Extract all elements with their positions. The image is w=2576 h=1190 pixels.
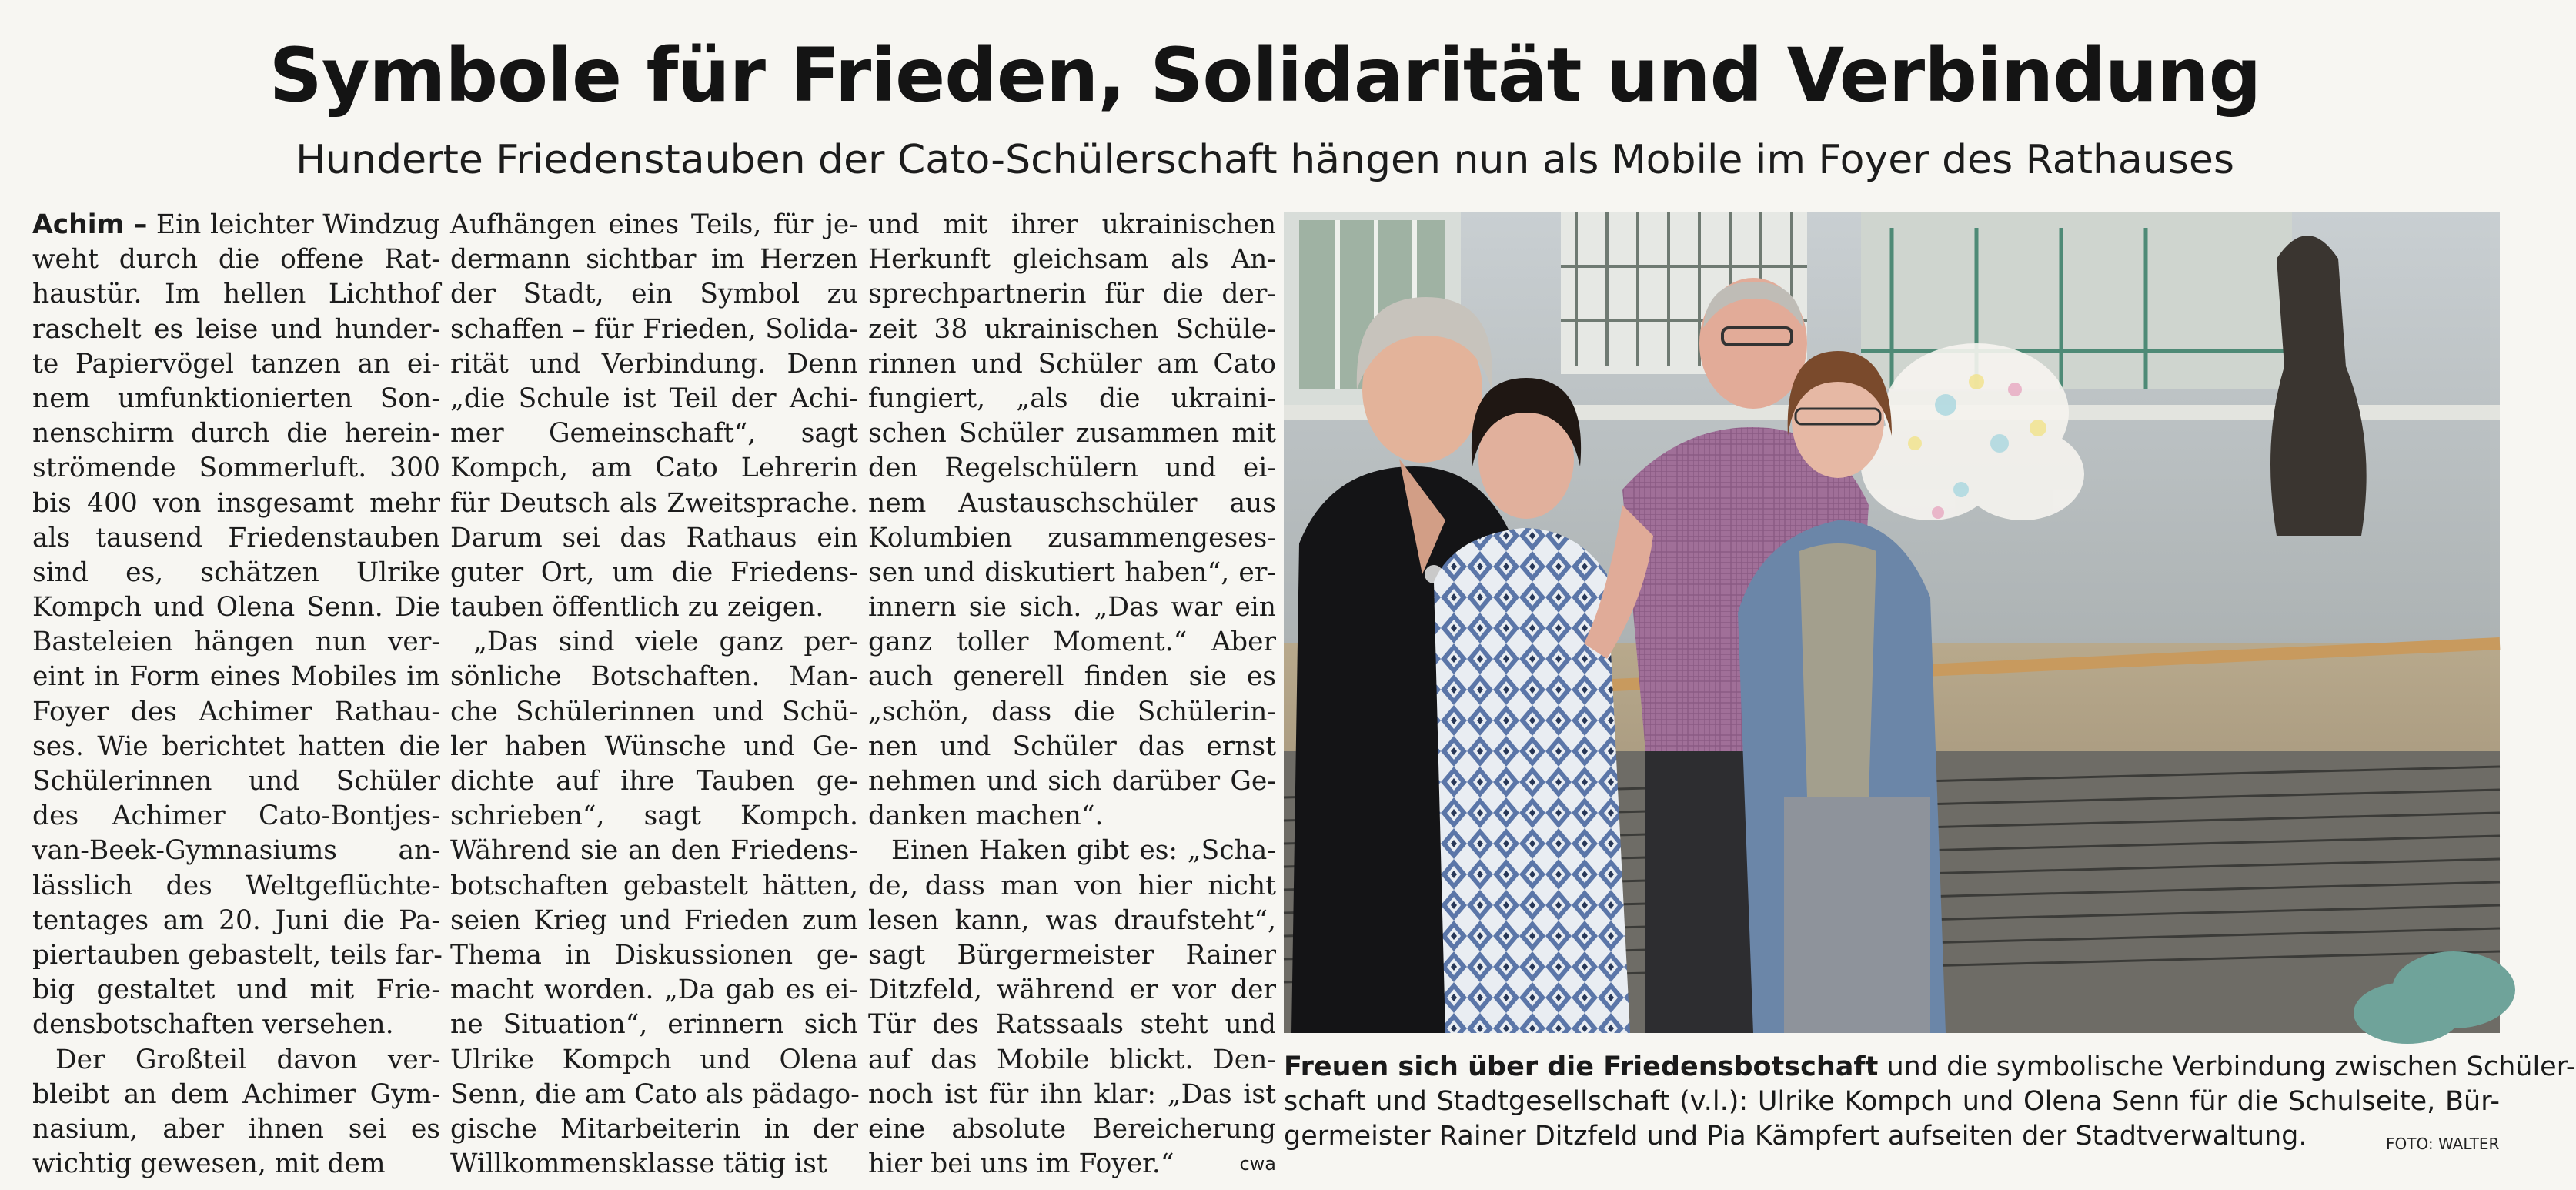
photo-caption — [1284, 1050, 2576, 1154]
article-line: rinnen und Schüler am Cato — [868, 348, 1276, 379]
article-line: schrieben“, sagt Kompch. — [450, 801, 858, 832]
article-line-text: Ein leichter Windzug — [147, 209, 440, 240]
article-line: Kompch und Olena Senn. Die — [32, 592, 440, 623]
article-line: macht worden. „Da gab es ei- — [450, 974, 858, 1006]
article-line: rität und Verbindung. Denn — [450, 348, 858, 379]
article-line: ses. Wie berichtet hatten die — [32, 730, 440, 762]
article-line: big gestaltet und mit Frie- — [32, 974, 440, 1006]
article-line: bleibt an dem Achimer Gym- — [32, 1078, 440, 1110]
article-line: strömende Sommerluft. 300 — [32, 453, 440, 484]
article-line: zeit 38 ukrainischen Schüle- — [868, 313, 1276, 345]
article-line-text: hier bei uns im Foyer.“ — [868, 1148, 1174, 1180]
author-signature: cwa — [1239, 1153, 1276, 1175]
article-line: haustür. Im hellen Lichthof — [32, 279, 440, 310]
article-line: schaffen – für Frieden, Solida- — [450, 313, 858, 345]
caption-line-3: germeister Rainer Ditzfeld und Pia Kämpfert aufseiten der Stadtverwaltung. — [1284, 1121, 2307, 1152]
article-line: Darum sei das Rathaus ein — [450, 522, 858, 553]
article-line: sprechpartnerin für die der- — [868, 279, 1276, 310]
article-line: mer Gemeinschaft“, sagt — [450, 418, 858, 450]
article-line: te Papiervögel tanzen an ei- — [32, 348, 440, 379]
article-line: Ulrike Kompch und Olena — [450, 1044, 858, 1075]
article-line: innern sie sich. „Das war ein — [868, 592, 1276, 623]
article-line: „die Schule ist Teil der Achi- — [450, 383, 858, 414]
article-line: auf das Mobile blickt. Den- — [868, 1044, 1276, 1075]
caption-line-2: schaft und Stadtgesellschaft (v.l.): Ulrike Kompch und Olena Senn für die Schulseite, Bür- — [1284, 1086, 2500, 1117]
article-line: sind es, schätzen Ulrike — [32, 557, 440, 588]
article-line: sen und diskutiert haben“, er- — [868, 557, 1276, 588]
article-line: Einen Haken gibt es: „Scha- — [891, 835, 1276, 867]
article-line: sagt Bürgermeister Rainer — [868, 939, 1276, 971]
caption-line-1: und die symbolische Verbindung zwischen Schüler- — [1878, 1051, 2576, 1082]
article-column-2 — [450, 208, 858, 1182]
article-line: der Stadt, ein Symbol zu — [450, 279, 858, 310]
article-line: eine absolute Bereicherung — [868, 1113, 1276, 1145]
article-line: nasium, aber ihnen sei es — [32, 1113, 440, 1145]
article-column-3 — [868, 208, 1276, 1182]
article-line: tentages am 20. Juni die Pa- — [32, 904, 440, 936]
article-line: bis 400 von insgesamt mehr — [32, 487, 440, 519]
article-line: gische Mitarbeiterin in der — [450, 1113, 858, 1145]
article-line: Herkunft gleichsam als An- — [868, 244, 1276, 276]
article-line: che Schülerinnen und Schü- — [450, 696, 858, 727]
article-line: Senn, die am Cato als pädago- — [450, 1078, 860, 1110]
article-line: den Regelschülern und ei- — [868, 453, 1276, 484]
article-line: dichte auf ihre Tauben ge- — [450, 766, 858, 797]
article-line: auch generell finden sie es — [868, 661, 1276, 693]
article-line: noch ist für ihn klar: „Das ist — [868, 1078, 1276, 1110]
article-line: „schön, dass die Schülerin- — [868, 696, 1276, 727]
article-line: lesen kann, was draufsteht“, — [868, 904, 1276, 936]
article-line: nen und Schüler das ernst — [868, 730, 1276, 762]
article-line: botschaften gebastelt hätten, — [450, 870, 858, 901]
article-line: des Achimer Cato-Bontjes- — [32, 801, 440, 832]
article-line: ler haben Wünsche und Ge- — [450, 730, 858, 762]
article-line: Kompch, am Cato Lehrerin — [450, 453, 858, 484]
article-line: für Deutsch als Zweitsprache. — [450, 487, 858, 519]
article-line: ne Situation“, erinnern sich — [450, 1009, 858, 1041]
article-line: van-Beek-Gymnasiums an- — [32, 835, 440, 867]
article-line: dermann sichtbar im Herzen — [450, 244, 858, 276]
article-line: Basteleien hängen nun ver- — [32, 627, 440, 658]
article-line: Kolumbien zusammengeses- — [868, 522, 1276, 553]
article-line: ganz toller Moment.“ Aber — [868, 627, 1276, 658]
article-line: „Das sind viele ganz per- — [473, 627, 858, 658]
article-line: nenschirm durch die herein- — [32, 418, 440, 450]
article-line: Foyer des Achimer Rathau- — [32, 696, 440, 727]
article-line: raschelt es leise und hunder- — [32, 313, 440, 345]
caption-lead: Freuen sich über die Friedensbotschaft — [1284, 1051, 1879, 1082]
article-line: Während sie an den Friedens- — [450, 835, 858, 867]
article-line: Schülerinnen und Schüler — [32, 766, 440, 797]
article-line: tauben öffentlich zu zeigen. — [450, 592, 824, 623]
article-line: weht durch die offene Rat- — [32, 244, 440, 276]
article-column-1 — [32, 208, 443, 1182]
article-line: Thema in Diskussionen ge- — [450, 939, 858, 971]
article-line: und mit ihrer ukrainischen — [868, 209, 1276, 240]
article-line: Aufhängen eines Teils, für je- — [450, 209, 858, 240]
article-line: seien Krieg und Frieden zum — [450, 904, 858, 936]
article-line: als tausend Friedenstauben — [32, 522, 440, 553]
headline: Symbole für Frieden, Solidarität und Verbindung — [269, 32, 2261, 119]
article-line: nem Austauschschüler aus — [868, 487, 1276, 519]
dateline: Achim – — [32, 209, 148, 240]
subheadline: Hunderte Friedenstauben der Cato-Schülerschaft hängen nun als Mobile im Foyer des Rathauses — [296, 137, 2234, 183]
article-line — [868, 1147, 1276, 1182]
photo-credit: FOTO: WALTER — [2386, 1135, 2500, 1153]
article-line: densbotschaften versehen. — [32, 1009, 394, 1041]
article-line — [32, 208, 440, 242]
article-line: eint in Form eines Mobiles im — [32, 661, 440, 693]
article-line: Willkommensklasse tätig ist — [450, 1148, 827, 1180]
article-line: de, dass man von hier nicht — [868, 870, 1276, 901]
article-line: Ditzfeld, während er vor der — [868, 974, 1276, 1006]
article-line: piertauben gebastelt, teils far- — [32, 939, 443, 971]
article-line: fungiert, „als die ukraini- — [868, 383, 1276, 414]
article-line: guter Ort, um die Friedens- — [450, 557, 858, 588]
article-line: Der Großteil davon ver- — [55, 1044, 440, 1075]
article-line: danken machen“. — [868, 801, 1104, 832]
article-line: sönliche Botschaften. Man- — [450, 661, 858, 693]
article-line: nehmen und sich darüber Ge- — [868, 766, 1276, 797]
article-line: schen Schüler zusammen mit — [868, 418, 1276, 450]
article-line: wichtig gewesen, mit dem — [32, 1148, 386, 1180]
article-line: Tür des Ratssaals steht und — [868, 1009, 1276, 1041]
article-line: nem umfunktionierten Son- — [32, 383, 440, 414]
article-photo — [1284, 212, 2500, 1033]
article-line: lässlich des Weltgeflüchte- — [32, 870, 440, 901]
